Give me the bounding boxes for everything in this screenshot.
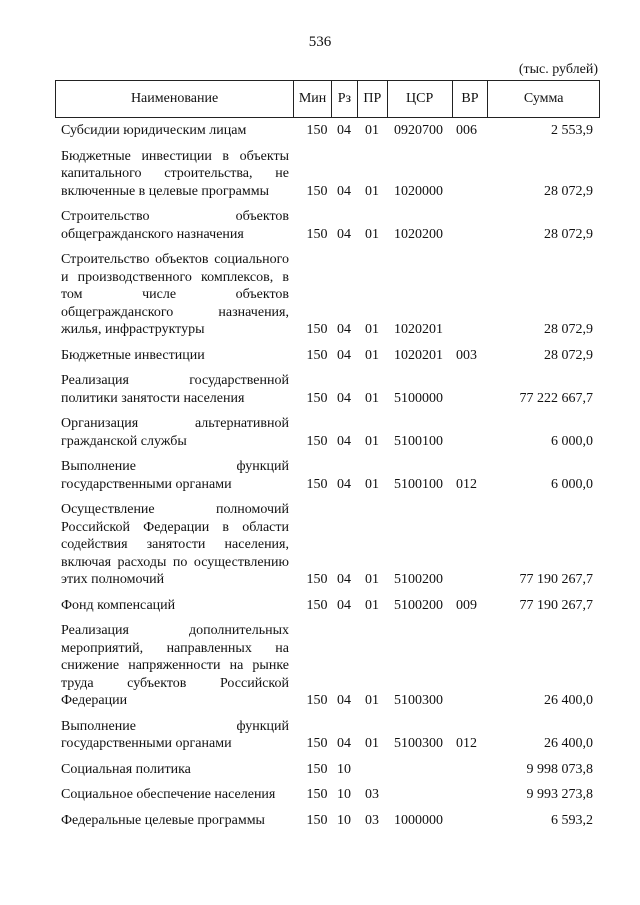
row-csr: 5100300 [394,693,443,708]
table-row [55,786,600,804]
column-header-sum: Сумма [487,81,599,117]
row-min: 150 [306,390,328,406]
row-rz: 04 [337,226,351,242]
row-sum: 28 072,9 [544,322,593,337]
table-row [55,718,600,753]
row-csr: 1020201 [394,322,443,337]
table-row [55,122,600,140]
row-csr: 1020201 [394,347,443,363]
row-name: Выполнение функций государственными органами [61,718,289,751]
row-csr: 1020000 [394,183,443,199]
table-row [55,251,600,339]
table-row [55,208,600,243]
table-row [55,347,600,365]
row-name: Социальная политика [61,761,191,777]
row-name: Субсидии юридическим лицам [61,123,247,138]
row-name: Бюджетные инвестиции [61,347,205,363]
row-sum: 9 998 073,8 [526,761,593,777]
table-row [55,372,600,407]
row-vr: 009 [456,597,477,613]
row-name: Фонд компенсаций [61,597,176,613]
table-row [55,501,600,589]
table-row [55,761,600,779]
column-header-csr: ЦСР [387,81,452,117]
row-rz: 04 [337,597,351,613]
row-pr: 01 [365,572,379,587]
row-csr: 0920700 [394,123,443,138]
row-rz: 04 [337,476,351,492]
row-min: 150 [306,597,328,613]
row-sum: 6 593,2 [551,812,593,828]
row-sum: 77 190 267,7 [519,597,593,613]
table-row [55,415,600,450]
row-min: 150 [306,693,328,708]
row-min: 150 [306,347,328,363]
row-pr: 01 [365,390,379,406]
row-sum: 2 553,9 [551,123,593,138]
table-row [55,458,600,493]
row-name: Строительство объектов социального и производственного комплексов, в том числе объектов общегражданского назначения, жилья, инфраструктуры [61,252,289,337]
row-rz: 04 [337,183,351,199]
row-min: 150 [306,322,328,337]
row-rz: 10 [337,787,351,802]
row-min: 150 [306,433,328,449]
row-sum: 28 072,9 [544,183,593,199]
row-csr: 5100200 [394,597,443,613]
page-number: 536 [308,34,332,50]
row-min: 150 [306,183,328,199]
row-csr: 5100200 [394,572,443,587]
row-pr: 01 [365,597,379,613]
table-row [55,597,600,615]
row-rz: 04 [337,433,351,449]
row-rz: 10 [337,761,351,777]
row-min: 150 [306,736,328,751]
row-sum: 6 000,0 [551,476,593,492]
row-pr: 03 [365,812,379,828]
row-rz: 04 [337,322,351,337]
row-min: 150 [306,123,328,138]
row-pr: 01 [365,476,379,492]
column-header-rz: Рз [331,81,357,117]
row-rz: 04 [337,347,351,363]
row-pr: 01 [365,123,379,138]
row-sum: 9 993 273,8 [526,787,593,802]
row-name: Реализация государственной политики занятости населения [61,373,289,406]
row-rz: 10 [337,812,351,828]
row-sum: 6 000,0 [551,433,593,449]
row-pr: 01 [365,693,379,708]
column-header-pr: ПР [357,81,387,117]
row-vr: 006 [456,123,477,138]
row-pr: 03 [365,787,379,802]
row-min: 150 [306,226,328,242]
row-csr: 5100000 [394,390,443,406]
row-sum: 77 190 267,7 [519,572,593,587]
table-row [55,812,600,830]
row-name: Бюджетные инвестиции в объекты капитального строительства, не включенные в целевые программы [61,148,289,199]
row-rz: 04 [337,390,351,406]
row-vr: 012 [456,476,477,492]
column-header-min: Мин [293,81,331,117]
row-min: 150 [306,812,328,828]
table-body [55,122,600,837]
row-name: Федеральные целевые программы [61,812,265,828]
table-header [55,80,600,118]
row-csr: 5100100 [394,476,443,492]
row-sum: 77 222 667,7 [519,390,593,406]
row-sum: 28 072,9 [544,347,593,363]
row-csr: 1000000 [394,812,443,828]
row-rz: 04 [337,693,351,708]
row-pr: 01 [365,736,379,751]
row-pr: 01 [365,433,379,449]
row-pr: 01 [365,183,379,199]
row-vr: 012 [456,736,477,751]
row-sum: 26 400,0 [544,736,593,751]
row-pr: 01 [365,322,379,337]
row-min: 150 [306,761,328,777]
row-name: Социальное обеспечение населения [61,787,276,802]
row-name: Осуществление полномочий Российской Федерации в области содействия занятости населения, включая расходы по осуществлению этих полномочий [61,502,289,587]
row-name: Выполнение функций государственными органами [61,459,289,492]
row-pr: 01 [365,347,379,363]
row-name: Реализация дополнительных мероприятий, направленных на снижение напряженности на рынке труда субъектов Российской Федерации [61,623,289,708]
row-name: Строительство объектов общегражданского назначения [61,209,289,242]
row-rz: 04 [337,123,351,138]
column-header-vr: ВР [452,81,488,117]
row-rz: 04 [337,572,351,587]
row-sum: 28 072,9 [544,226,593,242]
column-header-name: Наименование [130,91,219,106]
row-csr: 5100100 [394,433,443,449]
row-min: 150 [306,476,328,492]
row-vr: 003 [456,347,477,363]
row-csr: 5100300 [394,736,443,751]
row-csr: 1020200 [394,226,443,242]
table-row [55,622,600,710]
row-sum: 26 400,0 [544,693,593,708]
row-rz: 04 [337,736,351,751]
table-row [55,148,600,201]
row-name: Организация альтернативной гражданской службы [61,416,289,449]
row-min: 150 [306,572,328,587]
row-min: 150 [306,787,328,802]
units-label: (тыс. рублей) [518,62,598,77]
row-pr: 01 [365,226,379,242]
